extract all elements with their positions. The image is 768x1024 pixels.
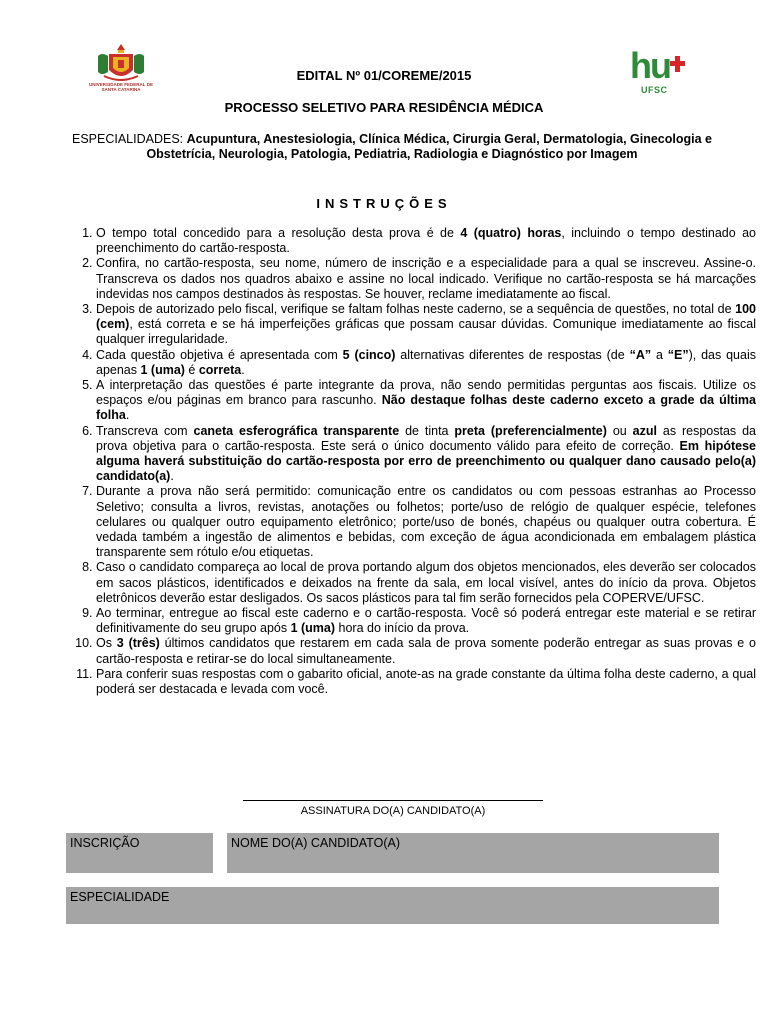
instruction-text: de tinta [399, 423, 455, 438]
instruction-text: 1 (uma) [140, 362, 185, 377]
instruction-text: Ao terminar, entregue ao fiscal este caderno e o cartão-resposta. Você só poderá entregar este material e se retirar definitivamente do seu grupo após [96, 606, 756, 636]
instruction-item [96, 424, 756, 485]
instruction-text: é [184, 362, 199, 377]
candidate-name-field[interactable] [227, 833, 719, 873]
instruction-item [96, 378, 756, 424]
especialidade-label: ESPECIALIDADE [70, 890, 170, 904]
candidate-name-label: NOME DO(A) CANDIDATO(A) [231, 836, 400, 850]
instruction-item [96, 560, 756, 606]
logo-caption: UNIVERSIDADE FEDERAL DE SANTA CATARINA [89, 82, 153, 92]
instruction-text: ), das quais apenas [96, 347, 756, 377]
instruction-text: azul [632, 423, 657, 438]
instructions-list [53, 226, 756, 697]
instruction-text: as respostas da prova objetiva para o cartão-resposta. Este será o único documento válido para efeito de correção. [96, 423, 756, 453]
instruction-text: . [125, 408, 130, 423]
instruction-text: “A” [629, 347, 652, 362]
instruction-text: , está correta e se há imperfeições gráficas que possam causar dúvidas. Comunique imediatamente ao fiscal qualquer irregularidade. [96, 317, 756, 347]
instruction-text: caneta esferográfica transparente [193, 423, 400, 438]
instruction-text: 5 (cinco) [342, 347, 396, 362]
instruction-text: últimos candidatos que restarem em cada sala de prova somente poderão entregar as suas provas e o cartão-resposta e retirar-se do local simultaneamente. [96, 636, 756, 666]
instruction-text: . [241, 362, 245, 377]
instruction-text: Caso o candidato compareça ao local de prova portando algum dos objetos mencionados, eles deverão ser colocados em sacos plásticos, identificados e deixados na frente da sala, em local visível, antes do início da prova. Objetos eletrônicos deverão estar desligados. Os sacos plásticos para tal fim serão fornecidos pela COPERVE/UFSC. [96, 560, 756, 605]
instruction-text: . [170, 469, 174, 484]
instruction-text: Depois de autorizado pelo fiscal, verifique se faltam folhas neste caderno, se a sequência de questões, no total de [96, 302, 736, 317]
edital-title: EDITAL Nº 01/COREME/2015 [296, 68, 472, 83]
instruction-text: Os [96, 636, 117, 651]
instruction-text: 100 (cem) [96, 302, 756, 332]
specialties-block [62, 132, 722, 162]
instruction-text: Durante a prova não será permitido: comunicação entre os candidatos ou com pessoas estranhas ao Processo Seletivo; consulta a livros, revistas, anotações ou folhetos; porte/uso de relógio de qualquer espécie, telefones celulares ou qualquer outro equipamento eletrônico; porte/uso de bonés, chapéus ou qualquer outra cobertura. É vedada também a ingestão de alimentos e bebidas, com exceção de água acondicionada em embalagem plástica transparente sem rótulo e/ou etiquetas. [96, 484, 756, 560]
instruction-text: Para conferir suas respostas com o gabarito oficial, anote-as na grade constante da última folha deste caderno, a qual poderá ser destacada e levada com você. [96, 666, 756, 697]
instruction-item [96, 606, 756, 636]
instruction-text: , incluindo o tempo destinado ao preenchimento do cartão-resposta. [96, 226, 756, 256]
instruction-text: ou [606, 423, 633, 438]
instruction-text: 4 (quatro) horas [460, 226, 562, 240]
instruction-text: “E” [667, 347, 689, 362]
instruction-text: Confira, no cartão-resposta, seu nome, número de inscrição e a especialidade para a qual se inscreveu. Assine-o. Transcreva os dados nos quadros abaixo e assine no local indicado. Verifique no cartão-resposta se há marcações indevidas nos campos destinados às respostas. Se houver, reclame imediatamente ao fiscal. [96, 256, 756, 301]
instruction-item [96, 348, 756, 378]
instruction-item [96, 256, 756, 302]
specialties-label: ESPECIALIDADES: [72, 132, 184, 146]
instruction-text: Transcreva com [96, 423, 194, 438]
instruction-text: preta (preferencialmente) [454, 423, 607, 438]
instruction-text: 1 (uma) [290, 621, 336, 636]
signature-label: ASSINATURA DO(A) CANDIDATO(A) [300, 805, 486, 817]
instructions-heading: INSTRUÇÕES [316, 196, 452, 211]
red-cross-icon-bar [670, 61, 685, 66]
hu-logo-text: hu [630, 45, 670, 86]
instruction-item [96, 302, 756, 348]
instruction-text: hora do início da prova. [335, 621, 470, 636]
instruction-text: a [651, 347, 668, 362]
instruction-text: 3 (três) [116, 636, 160, 651]
instruction-text: correta [198, 362, 242, 377]
instruction-item [96, 226, 756, 256]
instruction-text: Não destaque folhas deste caderno exceto a grade da última folha [96, 393, 756, 423]
instruction-text: alternativas diferentes de respostas (de [395, 347, 630, 362]
signature-line[interactable] [243, 800, 543, 801]
instruction-text: O tempo total concedido para a resolução desta prova é de [96, 226, 461, 240]
inscricao-label: INSCRIÇÃO [70, 836, 140, 850]
inscricao-field[interactable] [66, 833, 213, 873]
hu-logo-subtext: UFSC [641, 85, 668, 95]
instruction-item [96, 636, 756, 666]
instruction-text: A interpretação das questões é parte integrante da prova, não sendo permitidas perguntas aos fiscais. Utilize os espaços e/ou páginas em branco para rascunho. [96, 378, 756, 408]
process-subtitle: PROCESSO SELETIVO PARA RESIDÊNCIA MÉDICA [224, 100, 544, 115]
instruction-item [96, 667, 756, 697]
specialties-list: Acupuntura, Anestesiologia, Clínica Médica, Cirurgia Geral, Dermatologia, Ginecologia e Obstetrícia, Neurologia, Patologia, Pediatria, Radiologia e Diagnóstico por Imagem [146, 132, 712, 161]
instruction-text: Em hipótese alguma haverá substituição do cartão-resposta por erro de preenchimento ou qualquer dano causado pelo(a) candidato(a) [96, 438, 757, 484]
instruction-text: Cada questão objetiva é apresentada com [96, 347, 343, 362]
instruction-item [96, 484, 756, 560]
especialidade-field[interactable] [66, 887, 719, 924]
